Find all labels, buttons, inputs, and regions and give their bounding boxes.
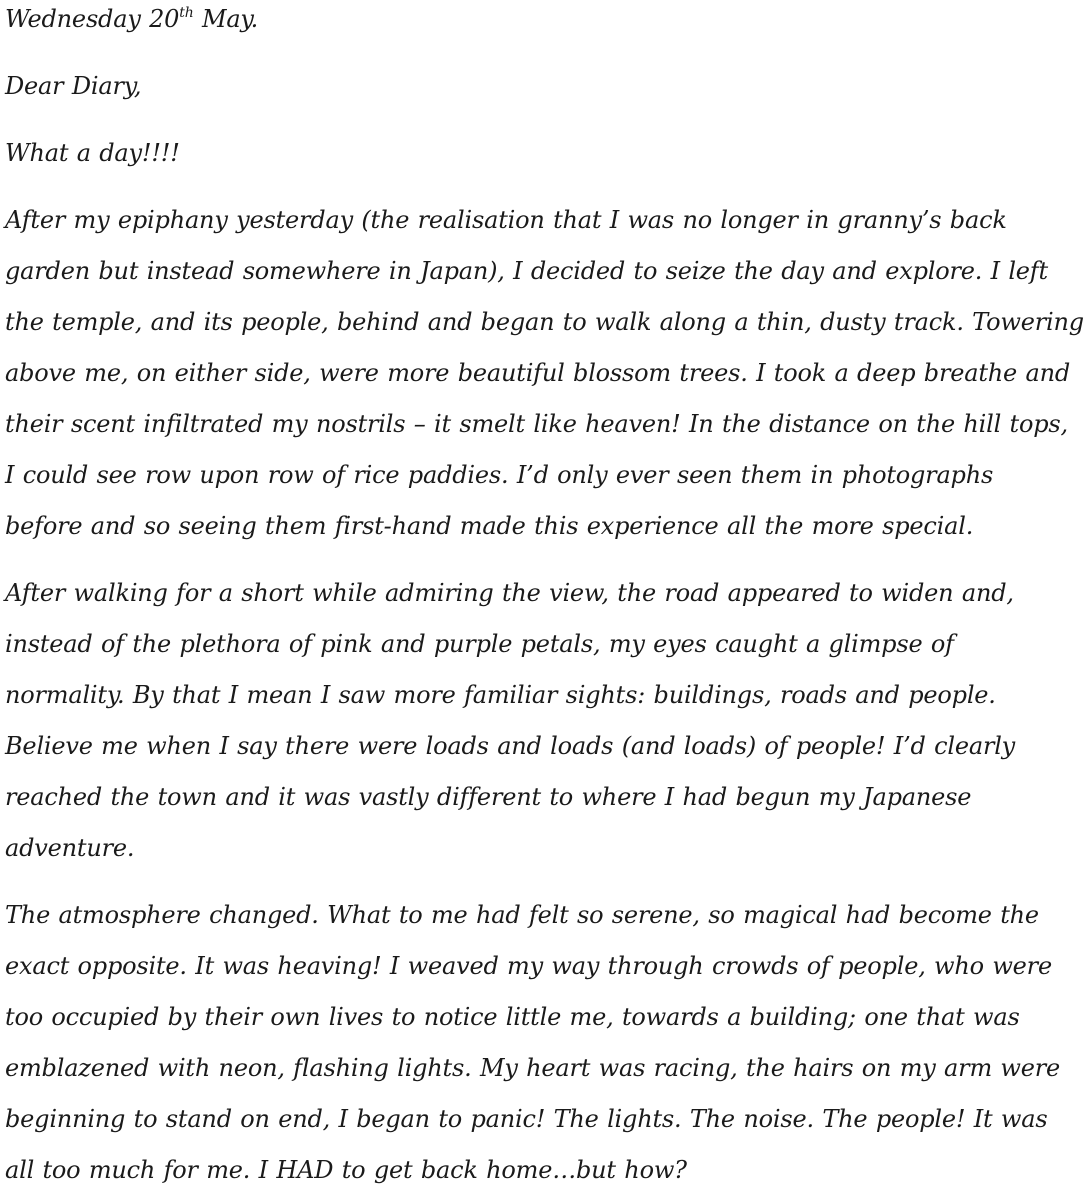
paragraph-line: too occupied by their own lives to notice little me, towards a building; one that was — [5, 1003, 1020, 1031]
paragraph-line: reached the town and it was vastly different to where I had begun my Japanese — [5, 783, 972, 811]
paragraph-line: I could see row upon row of rice paddies. I’d only ever seen them in photographs — [5, 461, 994, 489]
paragraph-line: all too much for me. I HAD to get back home…but how? — [5, 1156, 687, 1184]
exclamation: What a day!!!! — [5, 139, 180, 167]
paragraph-2 — [5, 568, 1079, 874]
paragraph-line: the temple, and its people, behind and began to walk along a thin, dusty track. Towering — [5, 308, 1084, 336]
paragraph-line: normality. By that I mean I saw more familiar sights: buildings, roads and people. — [5, 681, 996, 709]
greeting: Dear Diary, — [5, 72, 142, 100]
paragraph-line: their scent infiltrated my nostrils – it smelt like heaven! In the distance on the hill tops, — [5, 410, 1068, 438]
paragraph-line: After my epiphany yesterday (the realisation that I was no longer in granny’s back — [5, 206, 1007, 234]
paragraph-line: The atmosphere changed. What to me had felt so serene, so magical had become the — [5, 901, 1039, 929]
paragraph-line: instead of the plethora of pink and purple petals, my eyes caught a glimpse of — [5, 630, 954, 658]
paragraph-line: Believe me when I say there were loads and loads (and loads) of people! I’d clearly — [5, 732, 1016, 760]
paragraph-line: adventure. — [5, 834, 135, 862]
paragraph-line: emblazened with neon, flashing lights. My heart was racing, the hairs on my arm were — [5, 1054, 1061, 1082]
paragraph-line: beginning to stand on end, I began to panic! The lights. The noise. The people! It was — [5, 1105, 1048, 1133]
date-suffix: th — [179, 5, 194, 21]
paragraph-line: After walking for a short while admiring the view, the road appeared to widen and, — [5, 579, 1014, 607]
paragraph-line: before and so seeing them first-hand made this experience all the more special. — [5, 512, 974, 540]
entry-date: Wednesday 20th May. — [5, 5, 259, 33]
paragraph-1 — [5, 195, 1084, 552]
paragraph-3 — [5, 890, 1079, 1196]
paragraph-line: garden but instead somewhere in Japan), I decided to seize the day and explore. I left — [5, 257, 1048, 285]
paragraph-line: above me, on either side, were more beautiful blossom trees. I took a deep breathe and — [5, 359, 1071, 387]
paragraph-line: exact opposite. It was heaving! I weaved my way through crowds of people, who were — [5, 952, 1052, 980]
